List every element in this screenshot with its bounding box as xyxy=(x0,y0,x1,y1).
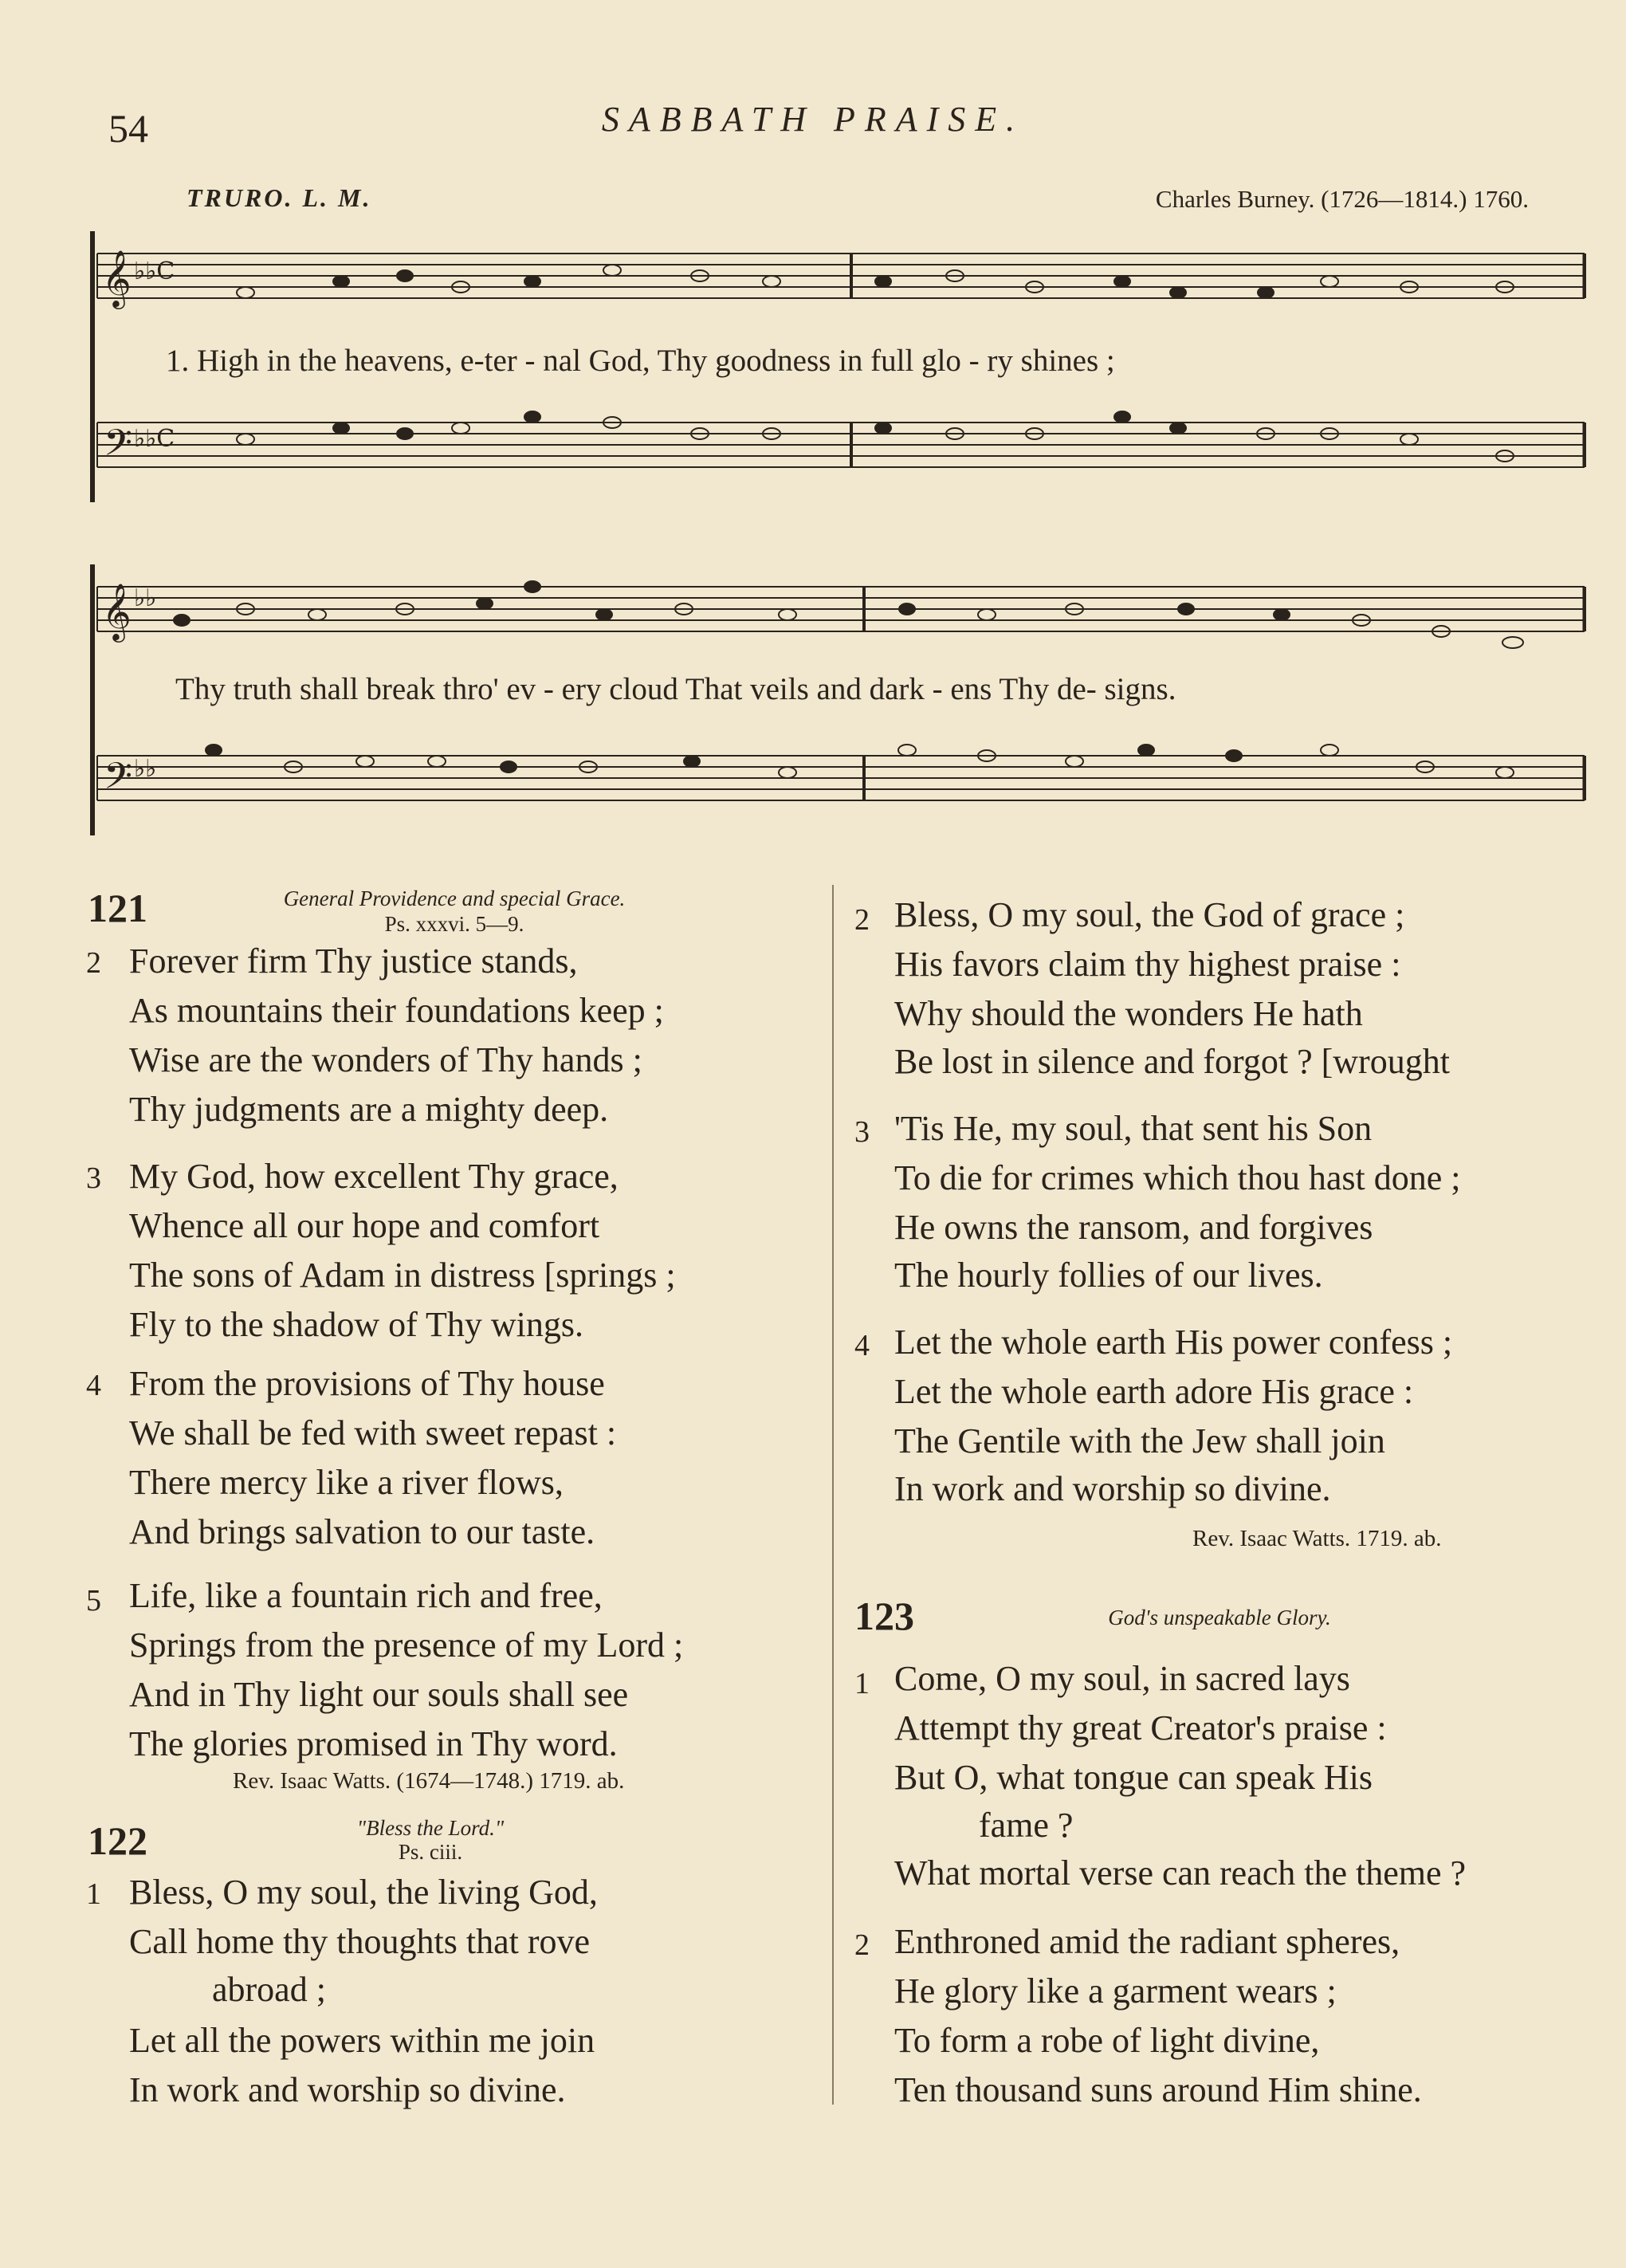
verse-line: Ten thousand suns around Him shine. xyxy=(894,2070,1422,2109)
hymn-123-number: 123 xyxy=(854,1594,914,1638)
hymn-121-title: General Providence and special Grace. xyxy=(283,886,626,910)
verse-line: And brings salvation to our taste. xyxy=(129,1512,595,1551)
verse-line: Bless, O my soul, the living God, xyxy=(129,1873,598,1912)
verse-number: 4 xyxy=(854,1329,870,1362)
hymn-121-scripture: Ps. xxxvi. 5—9. xyxy=(384,912,524,936)
verse-line: In work and worship so divine. xyxy=(894,1469,1331,1508)
verse-line: Be lost in silence and forgot ? [wrought xyxy=(894,1042,1450,1081)
verse-line: What mortal verse can reach the theme ? xyxy=(894,1853,1467,1893)
verse-line: Let the whole earth adore His grace : xyxy=(894,1372,1414,1411)
verse-number: 3 xyxy=(86,1162,101,1195)
music-system-2 xyxy=(86,564,1586,835)
verse-line: Springs from the presence of my Lord ; xyxy=(129,1625,684,1665)
verse-number: 2 xyxy=(86,946,101,980)
svg-text:𝄢: 𝄢 xyxy=(104,422,133,474)
verse-line: To die for crimes which thou hast done ; xyxy=(894,1158,1461,1197)
hymn-122-scripture: Ps. ciii. xyxy=(398,1840,463,1864)
verse-line: Fly to the shadow of Thy wings. xyxy=(129,1305,583,1344)
tune-name: TRURO. L. M. xyxy=(187,183,372,212)
verse-line: But O, what tongue can speak His xyxy=(894,1758,1373,1797)
treble-staff-1 xyxy=(97,254,1585,298)
verse-line: To form a robe of light divine, xyxy=(894,2021,1320,2060)
hymn-121-number: 121 xyxy=(88,886,147,930)
hymn-122-author: Rev. Isaac Watts. 1719. ab. xyxy=(1192,1526,1442,1551)
hymn-122-number: 122 xyxy=(88,1818,147,1863)
svg-text:𝄞: 𝄞 xyxy=(102,582,132,640)
bass-notes-2 xyxy=(206,745,1514,778)
verse-number: 1 xyxy=(854,1667,870,1700)
verse-line: From the provisions of Thy house xyxy=(129,1364,605,1403)
verse-line: abroad ; xyxy=(212,1970,326,2009)
verse-line: Attempt thy great Creator's praise : xyxy=(894,1708,1387,1747)
svg-text:♭♭: ♭♭ xyxy=(134,755,157,783)
bass-staff-1 xyxy=(97,423,1585,467)
treble-notes-2 xyxy=(174,581,1523,648)
verse-line: Come, O my soul, in sacred lays xyxy=(894,1659,1350,1698)
hymn-121-author: Rev. Isaac Watts. (1674—1748.) 1719. ab. xyxy=(233,1768,625,1794)
verse-line: Bless, O my soul, the God of grace ; xyxy=(894,895,1405,934)
bass-notes-1 xyxy=(237,411,1514,462)
verse-number: 1 xyxy=(86,1877,101,1911)
verse-line: We shall be fed with sweet repast : xyxy=(129,1413,617,1452)
tune-composer: Charles Burney. (1726—1814.) 1760. xyxy=(1155,185,1529,213)
treble-notes-1 xyxy=(237,265,1514,298)
page-number: 54 xyxy=(108,106,148,151)
svg-text:♭♭C: ♭♭C xyxy=(134,425,175,453)
verse-line: Call home thy thoughts that rove xyxy=(129,1922,591,1961)
verse-line: Thy judgments are a mighty deep. xyxy=(129,1090,609,1129)
verse-line: My God, how excellent Thy grace, xyxy=(129,1157,619,1196)
verse-line: Forever firm Thy justice stands, xyxy=(129,941,578,981)
verse-line: There mercy like a river flows, xyxy=(129,1463,564,1502)
verse-line: Life, like a fountain rich and free, xyxy=(129,1576,603,1615)
verse-line: In work and worship so divine. xyxy=(129,2070,566,2109)
verse-line: The glories promised in Thy word. xyxy=(129,1724,618,1763)
verse-line: As mountains their foundations keep ; xyxy=(129,991,664,1030)
verse-line: The sons of Adam in distress [springs ; xyxy=(129,1256,676,1295)
verse-number: 2 xyxy=(854,1928,870,1962)
verse-line: Let all the powers within me join xyxy=(129,2021,595,2060)
verse-line: Let the whole earth His power confess ; xyxy=(894,1323,1453,1362)
music-system-1 xyxy=(86,231,1586,502)
verse-line: He glory like a garment wears ; xyxy=(894,1971,1337,2011)
hymn-123-title: God's unspeakable Glory. xyxy=(1108,1606,1331,1629)
bass-staff-2 xyxy=(97,756,1585,800)
verse-number: 4 xyxy=(86,1369,101,1402)
verse-line: Enthroned amid the radiant spheres, xyxy=(894,1922,1400,1961)
verse-number: 2 xyxy=(854,903,870,937)
verse-line: And in Thy light our souls shall see xyxy=(129,1675,629,1714)
verse-line: The hourly follies of our lives. xyxy=(894,1256,1323,1295)
verse-line: He owns the ransom, and forgives xyxy=(894,1208,1373,1247)
svg-text:♭♭C: ♭♭C xyxy=(134,257,175,285)
hymn-122-title: "Bless the Lord." xyxy=(356,1816,505,1840)
verse-line: Why should the wonders He hath xyxy=(894,994,1363,1033)
lyric-line-1: 1. High in the heavens, e-ter - nal God, Thy goodness in full glo - ry shines ; xyxy=(166,344,1115,378)
running-title: SABBATH PRAISE. xyxy=(601,100,1025,139)
column-divider xyxy=(832,885,834,2105)
verse-line: 'Tis He, my soul, that sent his Son xyxy=(894,1109,1373,1148)
verse-number: 3 xyxy=(854,1115,870,1149)
verse-line: Whence all our hope and comfort xyxy=(129,1206,600,1245)
svg-text:𝄞: 𝄞 xyxy=(102,249,132,307)
verse-line: The Gentile with the Jew shall join xyxy=(894,1421,1385,1460)
verse-line: Wise are the wonders of Thy hands ; xyxy=(129,1040,642,1079)
verse-number: 5 xyxy=(86,1584,101,1617)
svg-text:♭♭: ♭♭ xyxy=(134,584,157,612)
verse-line: fame ? xyxy=(979,1806,1074,1845)
verse-line: His favors claim thy highest praise : xyxy=(894,945,1401,984)
svg-text:𝄢: 𝄢 xyxy=(104,755,133,807)
lyric-line-2: Thy truth shall break thro' ev - ery cloud That veils and dark - ens Thy de- signs. xyxy=(175,672,1176,706)
